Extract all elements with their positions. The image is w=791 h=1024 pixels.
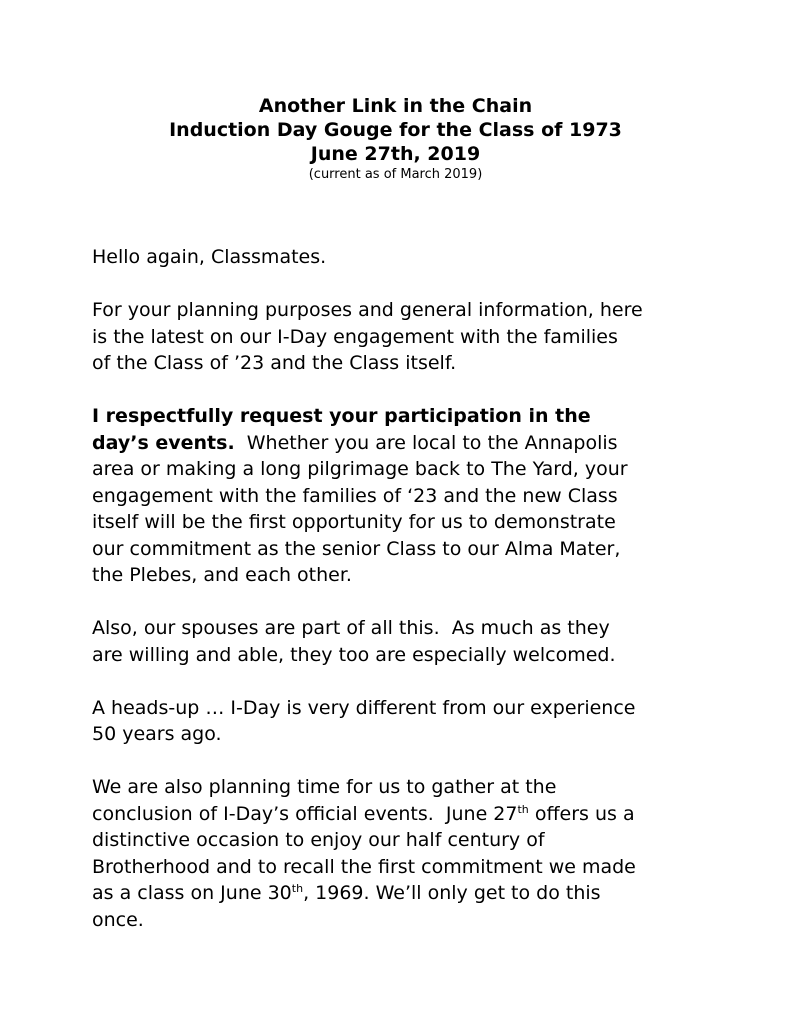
- gathering-paragraph: [92, 774, 712, 933]
- paragraph-line: For your planning purposes and general information, here: [92, 299, 643, 321]
- ordinal-suffix: th: [517, 802, 529, 816]
- spouses-paragraph: [92, 615, 712, 668]
- paragraph-line: are willing and able, they too are especially welcomed.: [92, 643, 616, 666]
- paragraph-text: Whether you are local to the Annapolis: [234, 431, 618, 454]
- planning-paragraph: [92, 297, 712, 377]
- title-line: Another Link in the Chain: [258, 95, 533, 117]
- paragraph-line: area or making a long pilgrimage back to The Yard, your: [92, 458, 628, 480]
- paragraph-text: conclusion of I-Day’s official events. June 27: [92, 802, 518, 825]
- date-line: June 27th, 2019: [310, 143, 481, 165]
- document-header: [0, 94, 791, 184]
- paragraph-line: [92, 801, 712, 828]
- subtitle-line: Induction Day Gouge for the Class of 1973: [169, 119, 622, 141]
- document-body: [92, 244, 712, 960]
- paragraph-line: [92, 403, 712, 430]
- paragraph-line: of the Class of ’23 and the Class itself.: [92, 352, 457, 374]
- paragraph-line: Also, our spouses are part of all this. As much as they: [92, 617, 610, 639]
- paragraph-line: once.: [92, 908, 144, 931]
- paragraph-text: offers us a: [528, 802, 635, 825]
- paragraph-line: Brotherhood and to recall the first commitment we made: [92, 855, 636, 878]
- paragraph-line: our commitment as the senior Class to our Alma Mater,: [92, 537, 621, 560]
- ordinal-suffix: th: [291, 882, 304, 895]
- greeting-paragraph: [92, 244, 712, 271]
- paragraph-line: itself will be the first opportunity for us to demonstrate: [92, 511, 616, 533]
- paragraph-line: [92, 880, 712, 907]
- paragraph-line: 50 years ago.: [92, 723, 222, 745]
- paragraph-line: the Plebes, and each other.: [92, 564, 352, 586]
- request-bold-text: day’s events.: [92, 431, 235, 454]
- request-bold-text: I respectfully request your participation in the: [92, 405, 591, 427]
- paragraph-line: is the latest on our I-Day engagement with the families: [92, 325, 618, 348]
- paragraph-text: as a class on June 30: [92, 882, 292, 904]
- paragraph-line: A heads-up … I-Day is very different from our experience: [92, 696, 636, 719]
- paragraph-text: , 1969. We’ll only get to do this: [303, 882, 601, 904]
- paragraph-line: [92, 430, 712, 457]
- paragraph-line: We are also planning time for us to gather at the: [92, 776, 557, 798]
- heads-up-paragraph: [92, 695, 712, 748]
- currency-note: (current as of March 2019): [308, 167, 483, 182]
- greeting-text: Hello again, Classmates.: [92, 246, 327, 268]
- participation-paragraph: [92, 403, 712, 589]
- paragraph-line: distinctive occasion to enjoy our half century of: [92, 829, 545, 851]
- paragraph-line: engagement with the families of ‘23 and the new Class: [92, 484, 618, 507]
